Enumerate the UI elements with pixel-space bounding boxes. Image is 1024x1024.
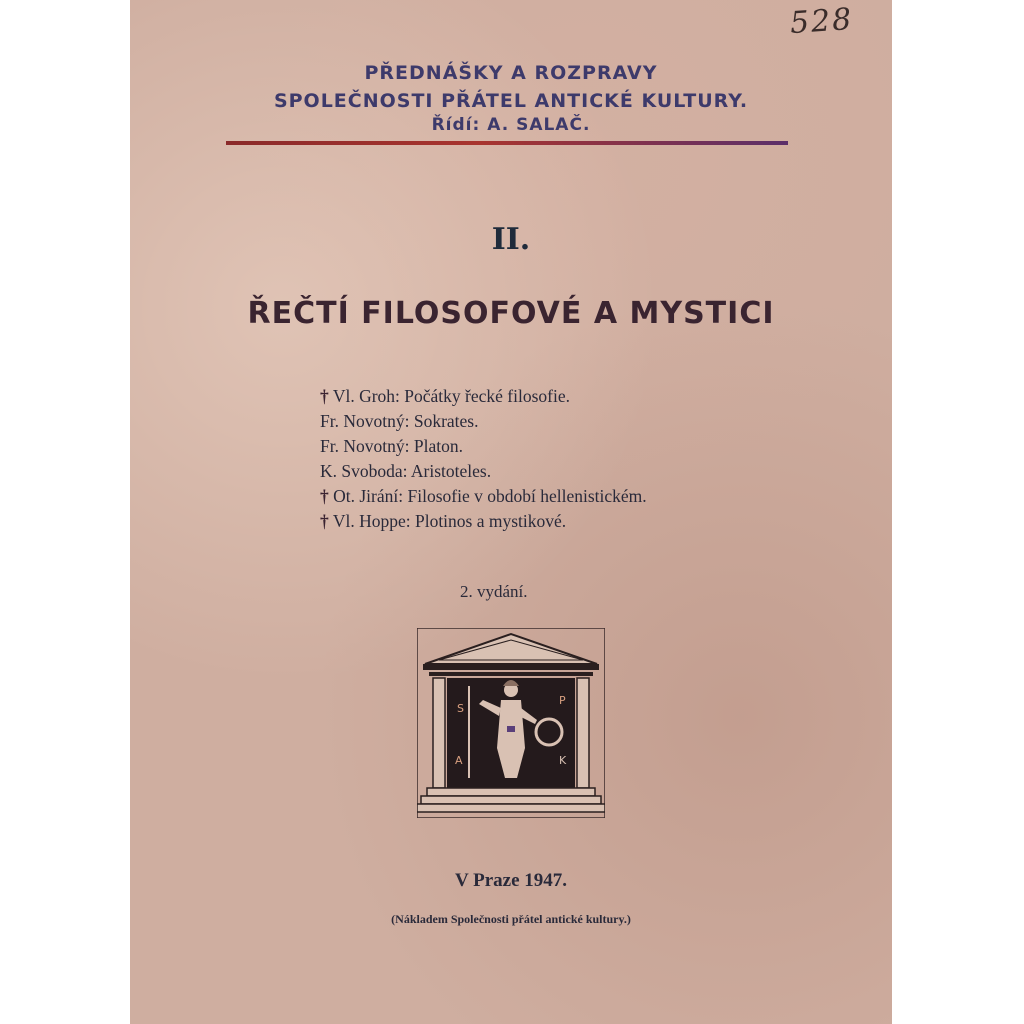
edition-note: 2. vydání.: [460, 582, 528, 601]
contents-author: Fr. Novotný:: [320, 436, 410, 456]
contents-item: [320, 484, 647, 509]
contents-topic: Aristoteles.: [410, 461, 492, 481]
contents-item: [320, 509, 647, 534]
contents-author: Fr. Novotný:: [320, 411, 410, 431]
contents-item: [320, 409, 647, 434]
contents-item: [320, 384, 647, 409]
cross-mark: †: [320, 511, 329, 531]
cross-mark: †: [320, 386, 329, 406]
contents-topic: Plotinos a mystikové.: [414, 511, 567, 531]
contents-topic: Počátky řecké filosofie.: [404, 386, 570, 406]
contents-author: Vl. Hoppe:: [332, 511, 411, 531]
handwritten-note: 528: [788, 1, 855, 42]
series-title-line2: SPOLEČNOSTI PŘÁTEL ANTICKÉ KULTURY.: [273, 90, 749, 112]
contents-topic: Sokrates.: [413, 411, 479, 431]
emblem-letter-s: S: [457, 702, 464, 715]
temple-emblem-icon: [417, 628, 605, 818]
series-title-line1: PŘEDNÁŠKY A ROZPRAVY: [364, 62, 658, 84]
emblem-letter-k: K: [559, 754, 567, 767]
emblem-letter-a: A: [455, 754, 463, 767]
contents-author: Vl. Groh:: [332, 386, 400, 406]
publisher-note: (Nákladem Společnosti přátel antické kultury.): [391, 912, 631, 926]
contents-author: Ot. Jirání:: [333, 486, 404, 506]
book-title: ŘEČTÍ FILOSOFOVÉ A MYSTICI: [247, 296, 775, 331]
contents-topic: Platon.: [413, 436, 463, 456]
contents-author: K. Svoboda:: [320, 461, 408, 481]
contents-topic: Filosofie v období hellenistickém.: [407, 486, 647, 506]
book-cover: [130, 0, 892, 1024]
contents-list: [320, 384, 647, 534]
series-editor: Řídí: A. SALAČ.: [431, 115, 591, 135]
contents-item: [320, 434, 647, 459]
place-and-year: V Praze 1947.: [454, 870, 568, 891]
header-rule: [226, 141, 788, 145]
contents-item: [320, 459, 647, 484]
emblem-letter-p: P: [559, 694, 566, 707]
cross-mark: †: [320, 486, 329, 506]
volume-number: II.: [491, 222, 531, 257]
